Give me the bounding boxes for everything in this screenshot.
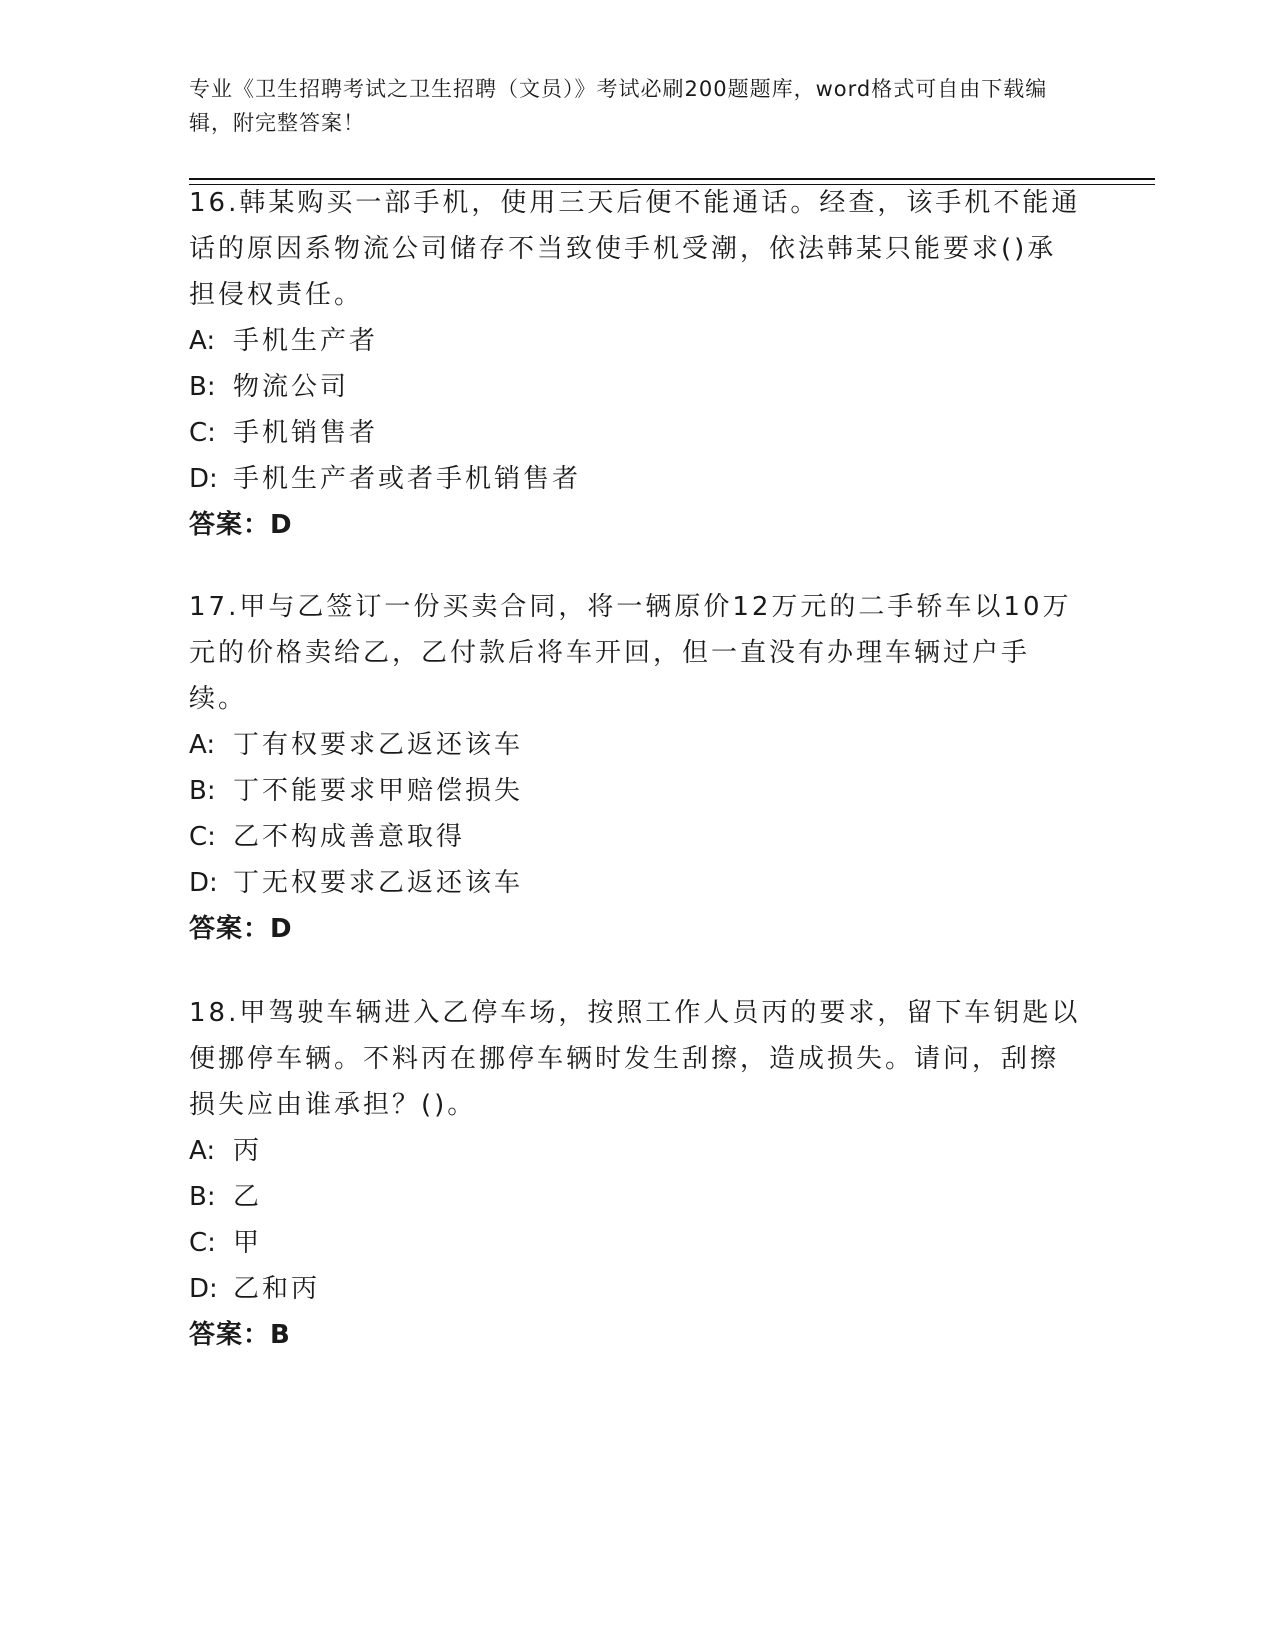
option-text: 乙和丙: [233, 1274, 321, 1304]
option-key: B:: [189, 1182, 216, 1212]
answer-line: 答案：B: [189, 1320, 291, 1350]
question-stem: 17.甲与乙签订一份买卖合同，将一辆原价12万元的二手轿车以10万元的价格卖给乙，乙付款后将车开回，但一直没有办理车辆过户手续。: [189, 592, 1072, 714]
option-b: [189, 364, 1084, 410]
question-stem: 16.韩某购买一部手机，使用三天后便不能通话。经查，该手机不能通话的原因系物流公司储存不当致使手机受潮，依法韩某只能要求()承担侵权责任。: [189, 188, 1081, 310]
question-17: [189, 584, 1084, 952]
option-key: C:: [189, 1228, 216, 1258]
option-b: [189, 1174, 1084, 1220]
option-text: 手机销售者: [233, 418, 379, 448]
option-key: D:: [189, 1274, 218, 1304]
option-key: A:: [189, 730, 216, 760]
option-c: [189, 814, 1084, 860]
option-key: C:: [189, 822, 216, 852]
option-text: 手机生产者: [233, 326, 379, 356]
option-text: 甲: [233, 1228, 263, 1258]
option-text: 丁无权要求乙返还该车: [233, 868, 524, 898]
option-b: [189, 768, 1084, 814]
option-text: 乙: [233, 1182, 263, 1212]
option-d: [189, 456, 1084, 502]
option-key: D:: [189, 464, 218, 494]
option-text: 丙: [233, 1136, 263, 1166]
answer-line: 答案：D: [189, 914, 293, 944]
option-text: 乙不构成善意取得: [233, 822, 466, 852]
option-c: [189, 410, 1084, 456]
option-text: 手机生产者或者手机销售者: [233, 464, 582, 494]
option-key: A:: [189, 1136, 216, 1166]
option-key: B:: [189, 776, 216, 806]
option-d: [189, 860, 1084, 906]
option-text: 丁有权要求乙返还该车: [233, 730, 524, 760]
option-a: [189, 722, 1084, 768]
option-c: [189, 1220, 1084, 1266]
option-key: B:: [189, 372, 216, 402]
option-d: [189, 1266, 1084, 1312]
option-key: C:: [189, 418, 216, 448]
option-a: [189, 318, 1084, 364]
question-16: [189, 180, 1084, 548]
document-header: 专业《卫生招聘考试之卫生招聘（文员）》考试必刷200题题库，word格式可自由下载编辑，附完整答案！: [189, 77, 1048, 135]
question-stem: 18.甲驾驶车辆进入乙停车场，按照工作人员丙的要求，留下车钥匙以便挪停车辆。不料丙在挪停车辆时发生刮擦，造成损失。请问，刮擦损失应由谁承担？()。: [189, 998, 1081, 1120]
question-18: [189, 990, 1084, 1358]
option-key: D:: [189, 868, 218, 898]
option-key: A:: [189, 326, 216, 356]
answer-line: 答案：D: [189, 510, 293, 540]
option-text: 丁不能要求甲赔偿损失: [233, 776, 524, 806]
option-text: 物流公司: [233, 372, 350, 402]
option-a: [189, 1128, 1084, 1174]
